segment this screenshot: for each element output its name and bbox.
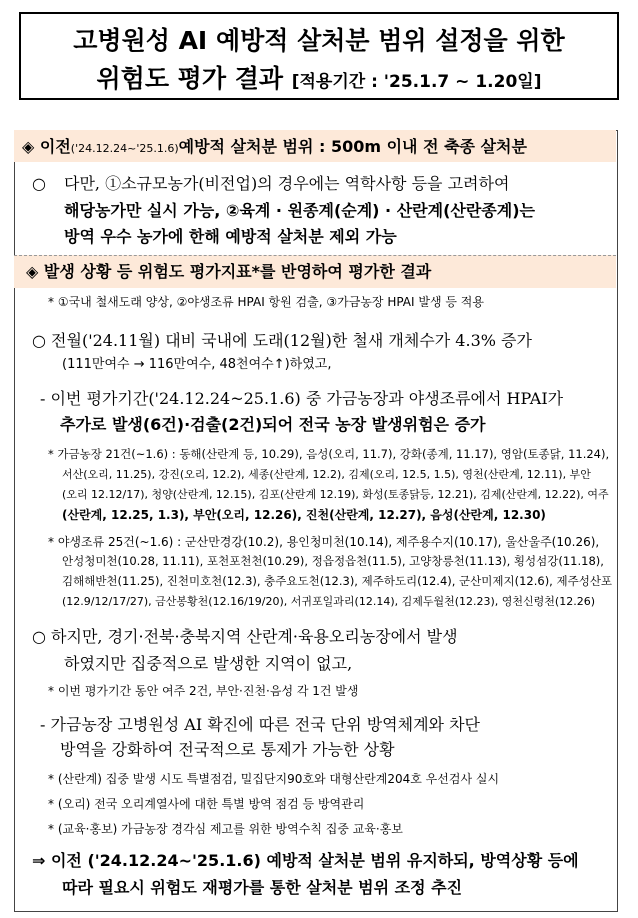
title-line2 xyxy=(21,59,617,95)
section2-header: ◈ 발생 상황 등 위험도 평가지표*를 반영하여 평가한 결과 xyxy=(26,262,432,281)
farm-list-line4: (산란계, 12.25, 1.3), 부안(오리, 12.26), 진천(산란계, 12.27), 음성(산란계, 12.30) xyxy=(62,508,546,522)
conclusion-line2: 따라 필요시 위험도 재평가를 통한 살처분 범위 조정 추진 xyxy=(62,878,463,897)
wild-list-line1: * 야생조류 25건(~1.6) : 군산만경강(10.2), 용인청미천(10.14), 제주용수지(10.17), 울산울주(10.26), xyxy=(48,535,600,549)
wild-list-line3: 김해해반천(11.25), 진천미호천(12.3), 충주요도천(12.3), 제주하도리(12.4), 군산미제지(12.6), 제주성산포 xyxy=(62,574,613,588)
paragraph3-line1: ○ 하지만, 경기·전북·충북지역 산란계·육용오리농장에서 발생 xyxy=(32,627,458,646)
section1-bullet: ○ xyxy=(32,174,46,193)
title-period: [적용기간 : '25.1.7 ~ 1.20일] xyxy=(291,72,542,92)
indicator-footnote: * ①국내 철새도래 양상, ②야생조류 HPAI 항원 검출, ③가금농장 HPAI 발생 등 적용 xyxy=(48,295,484,309)
section1-header: ◈ 이전('24.12.24~'25.1.6)예방적 살처분 범위 : 500m 이내 전 축종 살처분 xyxy=(22,137,527,156)
wild-list-line2: 안성청미천(10.28, 11.11), 포천포천천(10.29), 정읍정읍천(11.5), 고양창릉천(11.13), 횡성섬강(11.18), xyxy=(62,554,604,568)
paragraph4-line1: - 가금농장 고병원성 AI 확진에 따른 전국 단위 방역체계와 차단 xyxy=(40,715,480,734)
title-main: 위험도 평가 결과 xyxy=(96,64,283,93)
measure-note-layers: * (산란계) 집중 발생 시도 특별점검, 밀집단지90호와 대형산란계204호 우선검사 실시 xyxy=(48,772,500,786)
measure-note-education: * (교육·홍보) 가금농장 경각심 제고를 위한 방역수칙 집중 교육·홍보 xyxy=(48,822,403,836)
farm-list-line3: (오리 12.12/17), 청양(산란계, 12.15), 김포(산란계 12.19), 화성(토종닭등, 12.21), 김제(산란계, 12.22), 여주 xyxy=(62,488,609,501)
paragraph3-line2: 하였지만 집중적으로 발생한 지역이 없고, xyxy=(64,654,353,673)
paragraph1-line2: (111만여수 → 116만여수, 48천여수↑)하였고, xyxy=(62,357,332,372)
title-box xyxy=(19,12,619,100)
title-line1: 고병원성 AI 예방적 살처분 범위 설정을 위한 xyxy=(73,26,565,55)
section1-item-line3: 방역 우수 농가에 한해 예방적 살처분 제외 가능 xyxy=(64,227,397,246)
wild-list-line4: (12.9/12/17/27), 금산봉황천(12.16/19/20), 서귀포일과리(12.14), 김제두월천(12.23), 영천신령천(12.26) xyxy=(62,595,596,608)
paragraph3-note: * 이번 평가기간 동안 여주 2건, 부안·진천·음성 각 1건 발생 xyxy=(48,684,359,698)
paragraph2-line2: 추가로 발생(6건)·검출(2건)되어 전국 농장 발생위험은 증가 xyxy=(60,415,486,434)
section1-item-line2: 해당농가만 실시 가능, ②육계 · 원종계(순계) · 산란계(산란종계)는 xyxy=(64,201,535,220)
conclusion-line1: ⇒ 이전 ('24.12.24~'25.1.6) 예방적 살처분 범위 유지하되, 방역상황 등에 xyxy=(32,851,579,870)
paragraph1-line1: ○ 전월('24.11월) 대비 국내에 도래(12월)한 철새 개체수가 4.3% 증가 xyxy=(32,331,532,350)
paragraph2-line1: - 이번 평가기간('24.12.24~25.1.6) 중 가금농장과 야생조류에서 HPAI가 xyxy=(40,389,564,408)
paragraph4-line2: 방역을 강화하여 전국적으로 통제가 가능한 상황 xyxy=(60,740,395,759)
farm-list-line2: 서산(오리, 11.25), 강진(오리, 12.2), 세종(산란계, 12.2), 김제(오리, 12.5, 1.5), 영천(산란계, 12.11), 부안 xyxy=(62,468,591,481)
section1-item-line1: 다만, ①소규모농가(비전업)의 경우에는 역학사항 등을 고려하여 xyxy=(64,174,510,193)
measure-note-ducks: * (오리) 전국 오리계열사에 대한 특별 방역 점검 등 방역관리 xyxy=(48,797,365,811)
farm-list-line1: * 가금농장 21건(~1.6) : 동해(산란계 등, 10.29), 음성(오리, 11.7), 강화(종계, 11.17), 영암(토종닭, 11.24), xyxy=(48,447,610,461)
